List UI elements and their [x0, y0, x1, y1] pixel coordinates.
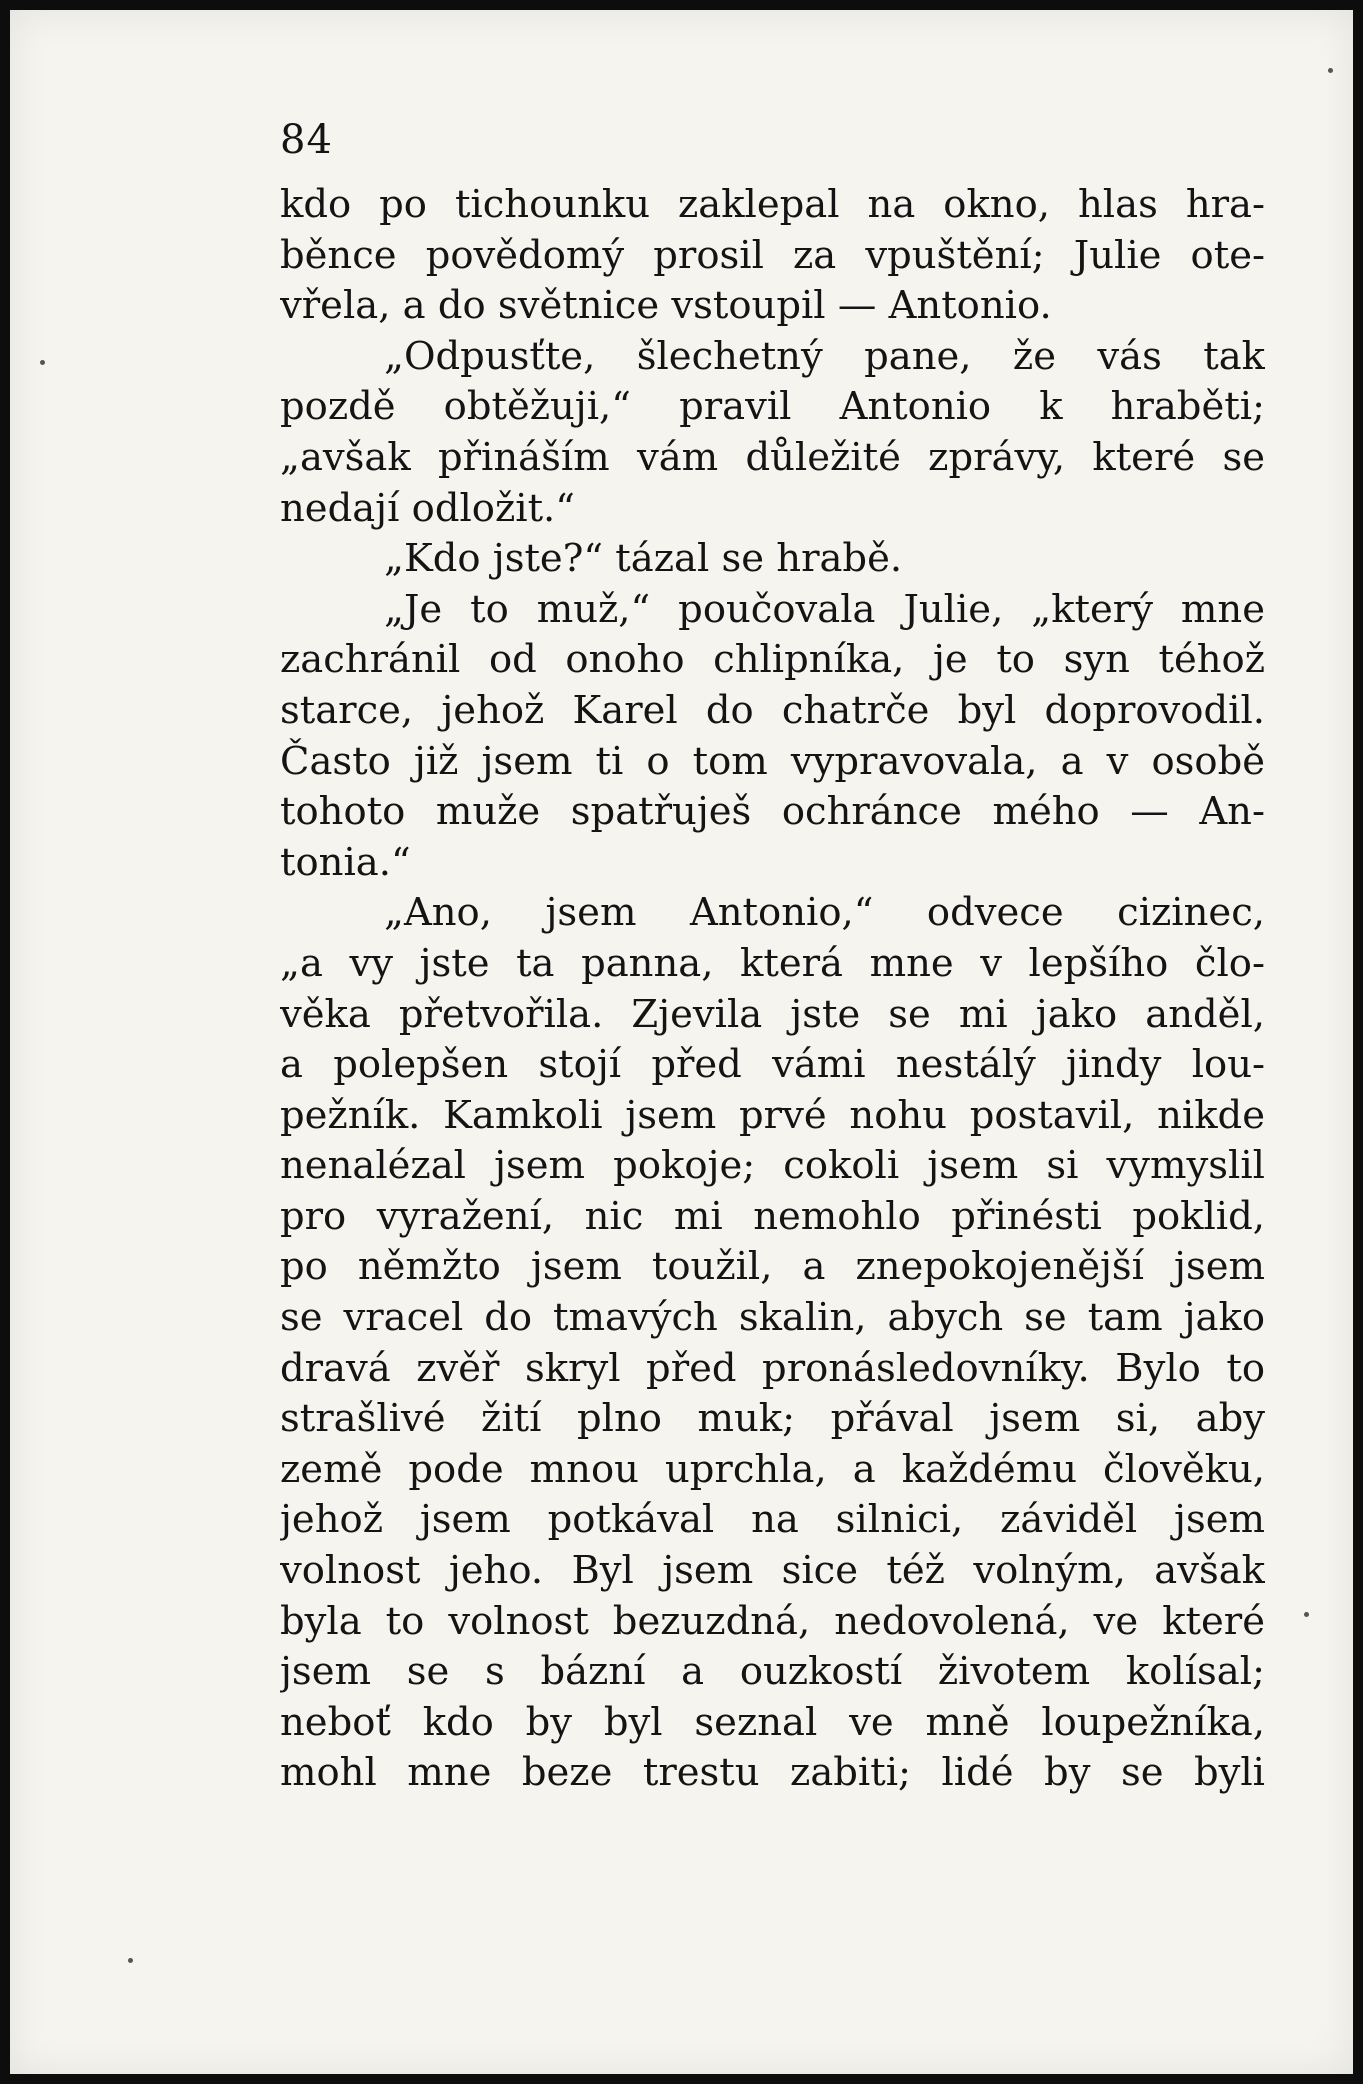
text-line: běnce povědomý prosil za vpuštění; Julie ote-	[280, 232, 1265, 278]
text-line: starce, jehož Karel do chatrče byl doprovodil.	[280, 687, 1265, 733]
text-line: strašlivé žití plno muk; přával jsem si, aby	[280, 1396, 1265, 1442]
text-line: volnost jeho. Byl jsem sice též volným, avšak	[280, 1548, 1265, 1594]
text-line: vřela, a do světnice vstoupil — Antonio.	[280, 283, 1052, 329]
text-line: Často již jsem ti o tom vypravovala, a v osobě	[280, 738, 1265, 784]
text-line: „a vy jste ta panna, která mne v lepšího člo-	[280, 940, 1265, 986]
text-line: kdo po tichounku zaklepal na okno, hlas hra-	[280, 182, 1265, 227]
paper-speck	[40, 360, 45, 365]
book-page	[10, 10, 1353, 2074]
page-number: 84	[280, 117, 333, 163]
text-line: zachránil od onoho chlipníka, je to syn téhož	[280, 637, 1265, 683]
text-line: dravá zvěř skryl před pronásledovníky. Bylo to	[280, 1345, 1265, 1391]
text-line: „Ano, jsem Antonio,“ odvece cizinec,	[384, 890, 1265, 936]
text-line: země pode mnou uprchla, a každému člověku,	[280, 1446, 1265, 1492]
page-text	[280, 110, 1265, 1799]
text-line: pro vyražení, nic mi nemohlo přinésti poklid,	[280, 1193, 1265, 1239]
text-line: pozdě obtěžuji,“ pravil Antonio k hraběti;	[280, 384, 1265, 430]
text-line: se vracel do tmavých skalin, abych se tam jako	[280, 1295, 1265, 1341]
text-line: a polepšen stojí před vámi nestálý jindy lou-	[280, 1042, 1265, 1088]
paper-speck	[1328, 68, 1333, 73]
text-line: nenalézal jsem pokoje; cokoli jsem si vymyslil	[280, 1143, 1265, 1189]
text-line: neboť kdo by byl seznal ve mně loupežníka,	[280, 1699, 1265, 1745]
text-line: tohoto muže spatřuješ ochránce mého — An-	[280, 789, 1265, 835]
text-line: tonia.“	[280, 839, 411, 885]
text-line: jehož jsem potkával na silnici, záviděl jsem	[280, 1497, 1265, 1543]
text-line: mohl mne beze trestu zabiti; lidé by se byli	[280, 1750, 1265, 1796]
text-line: „Odpusťte, šlechetný pane, že vás tak	[384, 333, 1265, 379]
text-line: „Kdo jste?“ tázal se hrabě.	[384, 536, 903, 582]
text-line: věka přetvořila. Zjevila jste se mi jako anděl,	[280, 991, 1265, 1037]
paper-speck	[128, 1958, 133, 1963]
text-line: byla to volnost bezuzdná, nedovolená, ve které	[280, 1598, 1265, 1644]
text-line: jsem se s bázní a ouzkostí životem kolísal;	[280, 1649, 1265, 1695]
text-line: „Je to muž,“ poučovala Julie, „který mne	[384, 586, 1265, 632]
paper-speck	[1304, 1612, 1309, 1617]
text-line: nedají odložit.“	[280, 485, 575, 531]
text-line: pežník. Kamkoli jsem prvé nohu postavil, nikde	[280, 1092, 1265, 1138]
text-line: „avšak přináším vám důležité zprávy, které se	[280, 434, 1265, 480]
text-line: po němžto jsem toužil, a znepokojenější jsem	[280, 1244, 1265, 1290]
